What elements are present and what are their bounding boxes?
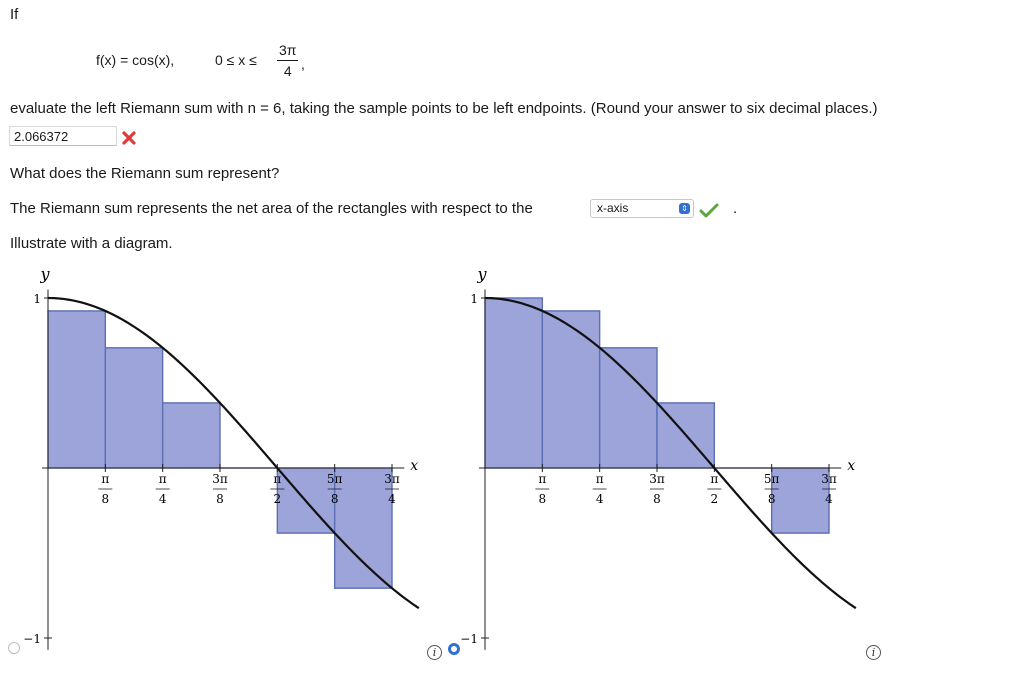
riemann-rectangle: [335, 468, 392, 588]
riemann-graph-right: [0, 262, 460, 662]
x-tick-denominator: 8: [330, 492, 339, 506]
x-tick-numerator: 3π: [384, 472, 400, 486]
x-tick-denominator: 8: [216, 492, 224, 506]
riemann-rectangle: [163, 403, 220, 468]
domain-suffix: ,: [301, 56, 305, 72]
answer-input[interactable]: 2.066372: [9, 126, 117, 146]
y-tick-label: 1: [33, 292, 41, 306]
y-tick-label: 1: [470, 292, 478, 306]
x-tick-numerator: 5π: [763, 472, 780, 486]
x-tick-numerator: 3π: [821, 472, 837, 486]
x-tick-numerator: 3π: [212, 472, 228, 486]
riemann-rectangle: [600, 348, 657, 468]
select-arrows-icon: ⇕: [679, 203, 690, 214]
represent-statement: The Riemann sum represents the net area of the rectangles with respect to the: [10, 200, 533, 217]
riemann-rectangle: [105, 348, 162, 468]
domain-prefix: 0 ≤ x ≤: [215, 52, 257, 68]
x-tick-numerator: π: [273, 472, 282, 486]
incorrect-icon: [121, 130, 137, 146]
represent-question: What does the Riemann sum represent?: [10, 165, 280, 182]
x-axis-label: x: [847, 458, 856, 474]
x-tick-denominator: 8: [538, 492, 547, 506]
y-axis-label: y: [477, 264, 487, 284]
x-tick-numerator: 5π: [326, 472, 343, 486]
axis-select[interactable]: [590, 199, 694, 218]
x-tick-numerator: π: [595, 472, 604, 486]
axis-select-value: x-axis: [597, 201, 629, 215]
x-tick-denominator: 2: [273, 492, 282, 506]
x-tick-numerator: π: [710, 472, 719, 486]
graph-2-radio[interactable]: [448, 643, 460, 655]
riemann-rectangle: [485, 298, 542, 468]
x-tick-denominator: 8: [767, 492, 776, 506]
riemann-rectangle: [48, 311, 105, 468]
x-tick-denominator: 4: [595, 492, 604, 506]
y-tick-label: −1: [460, 632, 478, 646]
x-tick-denominator: 8: [101, 492, 110, 506]
function-expression: f(x) = cos(x),: [96, 52, 175, 68]
x-tick-denominator: 4: [158, 492, 167, 506]
x-axis-label: x: [410, 458, 419, 474]
y-tick-label: −1: [23, 632, 41, 646]
question-prompt: evaluate the left Riemann sum with n = 6, taking the sample points to be left endpoints. (Round your answer to six decimal places.): [10, 100, 878, 117]
statement-period: .: [733, 200, 738, 217]
x-tick-denominator: 4: [388, 492, 396, 506]
x-tick-denominator: 8: [653, 492, 661, 506]
fraction-numerator: 3π: [279, 42, 297, 58]
x-tick-numerator: π: [158, 472, 167, 486]
correct-check-icon: [699, 202, 719, 218]
info-icon[interactable]: i: [866, 645, 881, 660]
graph-1-radio[interactable]: [8, 642, 20, 654]
riemann-graph-left: [460, 262, 870, 662]
if-label: If: [10, 6, 19, 23]
y-axis-label: y: [40, 264, 50, 284]
x-tick-denominator: 4: [825, 492, 833, 506]
info-icon[interactable]: i: [427, 645, 442, 660]
fraction-denominator: 4: [277, 60, 298, 81]
x-tick-denominator: 2: [710, 492, 719, 506]
domain-upper-fraction: [277, 40, 298, 81]
x-tick-numerator: π: [538, 472, 547, 486]
x-tick-numerator: 3π: [649, 472, 665, 486]
x-tick-numerator: π: [101, 472, 110, 486]
riemann-rectangle: [542, 311, 599, 468]
illustrate-label: Illustrate with a diagram.: [10, 235, 173, 252]
